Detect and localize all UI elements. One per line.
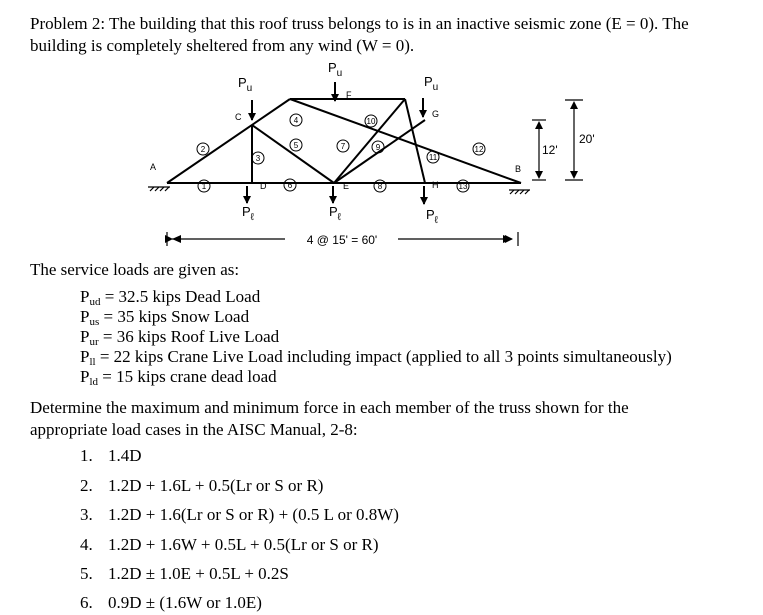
node-label-h: H <box>432 180 439 190</box>
load-case-1: 1. 1.4D <box>80 446 142 465</box>
svg-text:3: 3 <box>255 154 261 163</box>
load-case-6: 6. 0.9D ± (1.6W or 1.0E) <box>80 593 262 612</box>
task-line-1: Determine the maximum and minimum force in each member of the truss shown for the <box>30 398 629 417</box>
member-circle-7 <box>337 140 349 152</box>
problem-line-1: Problem 2: The building that this roof truss belongs to is in an inactive seismic zone (E = 0). The <box>30 14 689 33</box>
support-pin-right <box>509 190 530 194</box>
task-statement <box>30 397 629 441</box>
node-label-e: E <box>343 181 350 191</box>
member-circle-11 <box>427 151 439 163</box>
web-diag-1 <box>252 125 334 183</box>
load-case-5: 5. 1.2D ± 1.0E + 0.5L + 0.2S <box>80 564 289 583</box>
svg-text:8: 8 <box>377 182 383 191</box>
load-label-top-left: $P_u$ <box>238 75 253 94</box>
svg-text:1: 1 <box>201 182 207 191</box>
member-circle-12 <box>473 143 485 155</box>
node-label-a: A <box>150 162 157 172</box>
load-label-top-right: $P_u$ <box>424 74 439 93</box>
load-case-2: 2. 1.2D + 1.6L + 0.5(Lr or S or R) <box>80 476 324 495</box>
load-label-top-mid: $P_u$ <box>328 60 343 79</box>
svg-text:13: 13 <box>458 182 468 191</box>
node-label-g: G <box>432 109 440 119</box>
height-dimension-inner-label: 12' <box>542 143 558 157</box>
member-circle-10 <box>365 115 377 127</box>
node-label-b: B <box>515 164 522 174</box>
member-circle-3 <box>252 152 264 164</box>
svg-text:10: 10 <box>366 117 376 126</box>
member-circle-9 <box>372 141 384 153</box>
top-chord-right <box>290 99 521 183</box>
load-crane-live: $P_{ll} = 22$ kips Crane Live Load including impact (applied to all 3 points simultaneously) <box>80 347 672 368</box>
height-dimension-outer-label: 20' <box>579 132 595 146</box>
load-label-bot-mid: $P_\ell$ <box>329 204 341 223</box>
svg-text:6: 6 <box>287 181 293 190</box>
problem-line-2: building is completely sheltered from any wind (W = 0). <box>30 36 415 55</box>
service-intro: The service loads are given as: <box>30 260 240 279</box>
support-pin-left <box>148 187 170 191</box>
node-label-d: D <box>260 181 267 191</box>
svg-text:11: 11 <box>428 153 438 162</box>
member-circle-6 <box>284 179 296 191</box>
truss-members <box>167 99 521 183</box>
task-line-2: appropriate load cases in the AISC Manual, 2-8: <box>30 420 358 439</box>
svg-text:9: 9 <box>375 143 381 152</box>
svg-text:2: 2 <box>200 145 206 154</box>
svg-text:7: 7 <box>340 142 346 151</box>
top-chord-left <box>167 99 290 183</box>
member-circle-8 <box>374 180 386 192</box>
load-roof-live: $P_{ur} = 36$ kips Roof Live Load <box>80 327 280 348</box>
load-case-3: 3. 1.2D + 1.6(Lr or S or R) + (0.5 L or 0.8W) <box>80 505 399 524</box>
load-label-bot-left: $P_\ell$ <box>242 204 254 223</box>
node-label-c: C <box>235 112 242 122</box>
load-dead: $P_{ud} = 32.5$ kips Dead Load <box>80 287 261 308</box>
loads-list <box>80 287 672 387</box>
svg-text:4: 4 <box>293 116 299 125</box>
member-circle-4 <box>290 114 302 126</box>
load-case-4: 4. 1.2D + 1.6W + 0.5L + 0.5(Lr or S or R) <box>80 535 379 554</box>
member-circle-1 <box>198 180 210 192</box>
load-snow: $P_{us} = 35$ kips Snow Load <box>80 307 250 328</box>
load-label-bot-right: $P_\ell$ <box>426 207 438 226</box>
svg-text:12: 12 <box>474 145 484 154</box>
node-label-f: F <box>346 90 352 100</box>
member-circle-2 <box>197 143 209 155</box>
member-circle-13 <box>457 180 469 192</box>
member-circle-5 <box>290 139 302 151</box>
span-dimension-label: 4 @ 15' = 60' <box>306 233 378 247</box>
load-crane-dead: $P_{ld} = 15$ kips crane dead load <box>80 367 277 388</box>
svg-text:5: 5 <box>293 141 299 150</box>
